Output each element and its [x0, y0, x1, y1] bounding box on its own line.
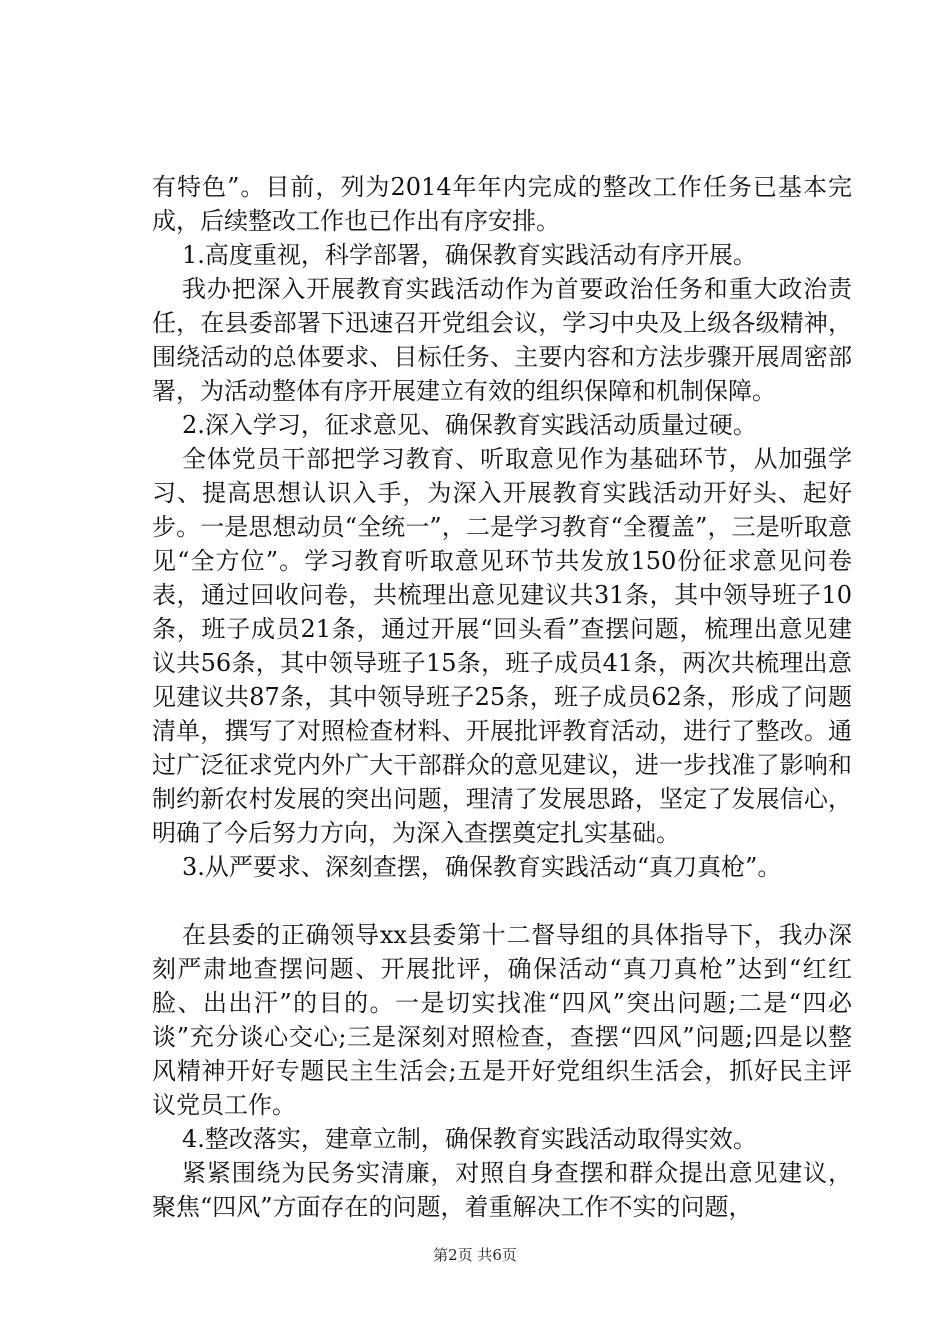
page-footer: 第2页 共6页 — [433, 1246, 517, 1264]
paragraph-body-3: 在县委的正确领导xx县委第十二督导组的具体指导下，我办深刻严肃地查摆问题、开展批评，确保活动“真刀真枪”达到“红红脸、出出汗”的目的。一是切实找准“四风”突出问题;二是“四必谈”充分谈心交心;三是深刻对照检查，查摆“四风”问题;四是以整风精神开好专题民主生活会;五是开好党组织生活会，抓好民主评议党员工作。 — [152, 921, 852, 1119]
section-heading-3: 3.从严要求、深刻查摆，确保教育实践活动“真刀真枪”。 — [182, 853, 782, 881]
paragraph-continuation: 有特色”。目前，列为2014年年内完成的整改工作任务已基本完成，后续整改工作也已作出有序安排。 — [152, 173, 852, 235]
section-heading-1: 1.高度重视，科学部署，确保教育实践活动有序开展。 — [182, 241, 757, 269]
section-heading-4: 4.整改落实，建章立制，确保教育实践活动取得实效。 — [182, 1125, 757, 1153]
document-body — [152, 170, 852, 1224]
paragraph-body-2: 全体党员干部把学习教育、听取意见作为基础环节，从加强学习、提高思想认识入手，为深入开展教育实践活动开好头、起好步。一是思想动员“全统一”，二是学习教育“全覆盖”，三是听取意见“全方位”。学习教育听取意见环节共发放150份征求意见问卷表，通过回收问卷，共梳理出意见建议共31条，其中领导班子10条，班子成员21条，通过开展“回头看”查摆问题，梳理出意见建议共56条，其中领导班子15条，班子成员41条，两次共梳理出意见建议共87条，其中领导班子25条，班子成员62条，形成了问题清单，撰写了对照检查材料、开展批评教育活动，进行了整改。通过广泛征求党内外广大干部群众的意见建议，进一步找准了影响和制约新农村发展的突出问题，理清了发展思路，坚定了发展信心，明确了今后努力方向，为深入查摆奠定扎实基础。 — [152, 445, 852, 847]
paragraph-spacer — [152, 884, 852, 918]
section-heading-2: 2.深入学习，征求意见、确保教育实践活动质量过硬。 — [182, 411, 757, 439]
paragraph-body-4: 紧紧围绕为民务实清廉，对照自身查摆和群众提出意见建议，聚焦“四风”方面存在的问题，着重解决工作不实的问题， — [152, 1159, 852, 1221]
paragraph-body-1: 我办把深入开展教育实践活动作为首要政治任务和重大政治责任，在县委部署下迅速召开党组会议，学习中央及上级各级精神，围绕活动的总体要求、目标任务、主要内容和方法步骤开展周密部署，为活动整体有序开展建立有效的组织保障和机制保障。 — [152, 275, 852, 405]
